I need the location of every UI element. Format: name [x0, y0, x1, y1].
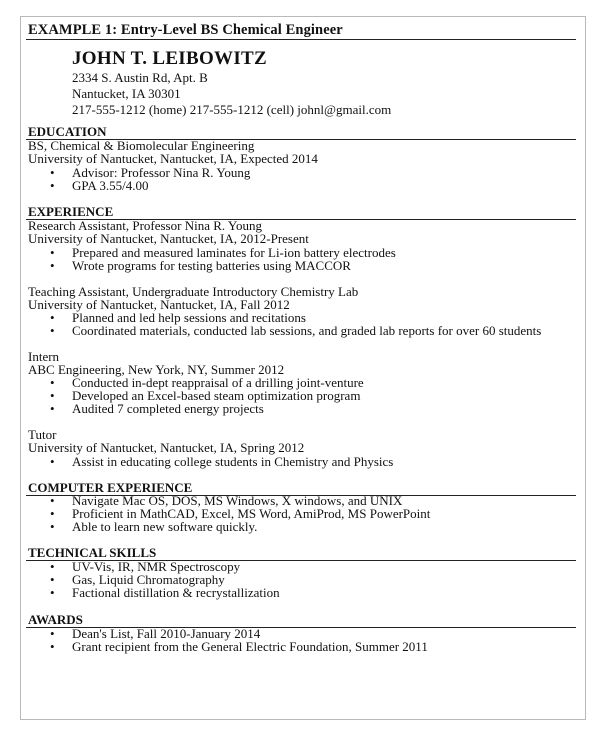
- list-item: • GPA 3.55/4.00: [50, 178, 149, 193]
- bullet-icon: •: [50, 375, 55, 390]
- list-item: • Factional distillation & recrystallization: [50, 585, 280, 600]
- address-line-1: 2334 S. Austin Rd, Apt. B: [72, 70, 208, 85]
- experience-heading: EXPERIENCE: [28, 204, 114, 219]
- bullet-icon: •: [50, 165, 55, 180]
- list-item: • Navigate Mac OS, DOS, MS Windows, X windows, and UNIX: [50, 493, 403, 508]
- job-title: Intern: [28, 349, 60, 364]
- bullet-icon: •: [50, 245, 55, 260]
- bullet-icon: •: [50, 519, 55, 534]
- education-degree: BS, Chemical & Biomolecular Engineering: [28, 138, 255, 153]
- computer-heading: COMPUTER EXPERIENCE: [28, 480, 193, 495]
- list-item: • Coordinated materials, conducted lab sessions, and graded lab reports for over 60 students: [50, 323, 542, 338]
- list-item: • Wrote programs for testing batteries using MACCOR: [50, 258, 351, 273]
- bullet-icon: •: [50, 258, 55, 273]
- candidate-name: JOHN T. LEIBOWITZ: [72, 48, 267, 69]
- list-item: • Grant recipient from the General Electric Foundation, Summer 2011: [50, 639, 428, 654]
- education-school: University of Nantucket, Nantucket, IA, Expected 2014: [28, 151, 318, 166]
- list-item: • Conducted in-dept reappraisal of a drilling joint-venture: [50, 375, 364, 390]
- bullet-icon: •: [50, 310, 55, 325]
- bullet-icon: •: [50, 585, 55, 600]
- job-organization: University of Nantucket, Nantucket, IA, Fall 2012: [28, 297, 290, 312]
- list-item: • Advisor: Professor Nina R. Young: [50, 165, 251, 180]
- job-title: Teaching Assistant, Undergraduate Introductory Chemistry Lab: [28, 284, 359, 299]
- list-item: • Audited 7 completed energy projects: [50, 401, 264, 416]
- title-rule: [26, 39, 576, 40]
- bullet-icon: •: [50, 323, 55, 338]
- address-line-2: Nantucket, IA 30301: [72, 86, 181, 101]
- bullet-icon: •: [50, 454, 55, 469]
- list-item: • Developed an Excel-based steam optimization program: [50, 388, 361, 403]
- list-item: • Planned and led help sessions and recitations: [50, 310, 306, 325]
- bullet-icon: •: [50, 626, 55, 641]
- awards-heading: AWARDS: [28, 612, 83, 627]
- list-item: • Dean's List, Fall 2010-January 2014: [50, 626, 261, 641]
- list-item: • Prepared and measured laminates for Li-ion battery electrodes: [50, 245, 396, 260]
- job-title: Tutor: [28, 427, 57, 442]
- bullet-icon: •: [50, 493, 55, 508]
- list-item: • Assist in educating college students in Chemistry and Physics: [50, 454, 394, 469]
- list-item: • Gas, Liquid Chromatography: [50, 572, 225, 587]
- bullet-icon: •: [50, 572, 55, 587]
- bullet-icon: •: [50, 559, 55, 574]
- education-heading: EDUCATION: [28, 124, 107, 139]
- job-organization: University of Nantucket, Nantucket, IA, 2012-Present: [28, 231, 309, 246]
- list-item: • UV-Vis, IR, NMR Spectroscopy: [50, 559, 241, 574]
- list-item: • Able to learn new software quickly.: [50, 519, 258, 534]
- technical-heading: TECHNICAL SKILLS: [28, 545, 157, 560]
- bullet-icon: •: [50, 401, 55, 416]
- document-title: EXAMPLE 1: Entry-Level BS Chemical Engineer: [28, 22, 343, 38]
- bullet-icon: •: [50, 506, 55, 521]
- contact-line: 217-555-1212 (home) 217-555-1212 (cell) johnl@gmail.com: [72, 102, 392, 117]
- bullet-icon: •: [50, 639, 55, 654]
- job-organization: University of Nantucket, Nantucket, IA, Spring 2012: [28, 440, 305, 455]
- job-organization: ABC Engineering, New York, NY, Summer 2012: [28, 362, 285, 377]
- bullet-icon: •: [50, 388, 55, 403]
- list-item: • Proficient in MathCAD, Excel, MS Word, AmiProd, MS PowerPoint: [50, 506, 431, 521]
- bullet-icon: •: [50, 178, 55, 193]
- job-title: Research Assistant, Professor Nina R. Young: [28, 218, 262, 233]
